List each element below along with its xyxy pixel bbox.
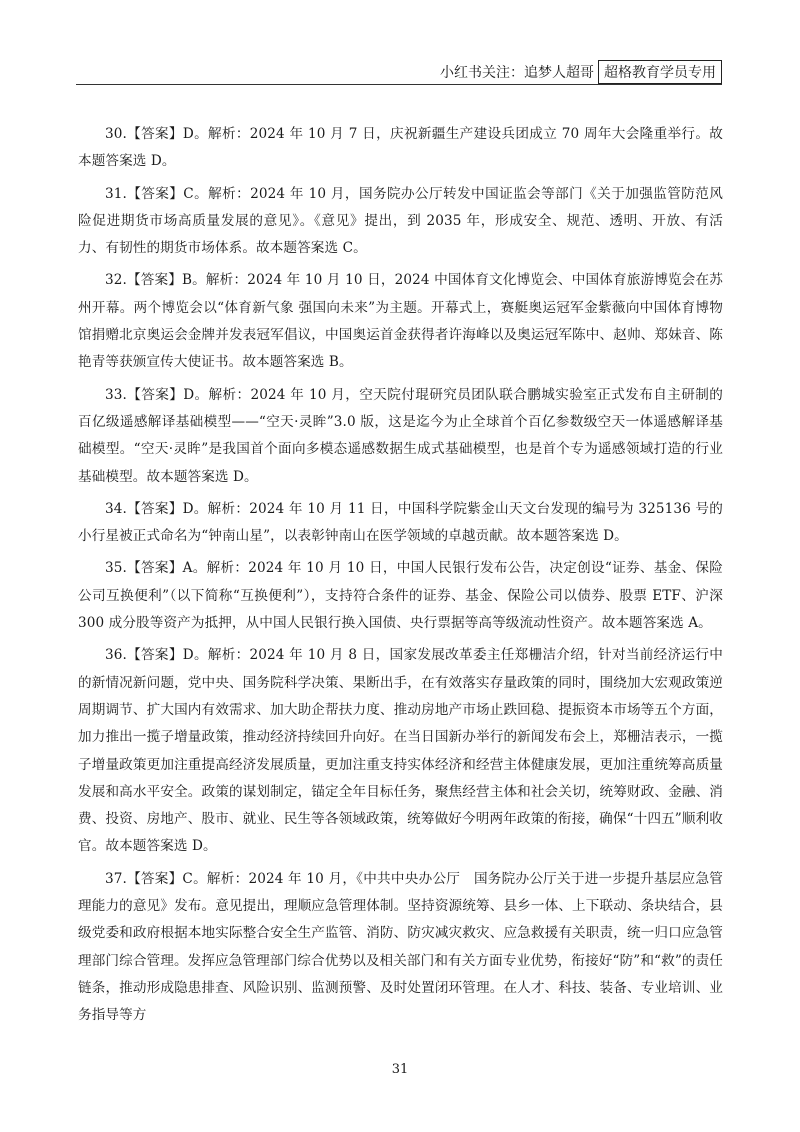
page-header [440,60,722,84]
header-follow-text: 小红书关注：追梦人超哥 [440,65,594,81]
header-label-box: 超格教育学员专用 [598,60,722,84]
answer-35: 35.【答案】A。解析：2024 年 10 月 10 日，中国人民银行发布公告，决定创设“证券、基金、保险公司互换便利”（以下简称“互换便利”），支持符合条件的证券、基金、保险公司以债券、股票 ETF、沪深 300 成分股等资产为抵押，从中国人民银行换入国债、央行票据等高等级流动性资产。故本题答案选 A。 [78,560,723,632]
page-number: 31 [391,1062,409,1077]
header-divider [76,84,722,85]
answer-34: 34.【答案】D。解析：2024 年 10 月 11 日，中国科学院紫金山天文台发现的编号为 325136 号的小行星被正式命名为“钟南山星”，以表彰钟南山在医学领域的卓越贡献。故本题答案选 D。 [78,500,723,545]
answer-37: 37.【答案】C。解析：2024 年 10 月，《中共中央办公厅 国务院办公厅关于进一步提升基层应急管理能力的意见》发布。意见提出，理顺应急管理体制。坚持资源统筹、县乡一体、上下联动、条块结合，县级党委和政府根据本地实际整合安全生产监管、消防、防灾减灾救灾、应急救援有关职责，统一归口应急管理部门综合管理。发挥应急管理部门综合优势以及相关部门和有关方面专业优势，衔接好“防”和“救”的责任链条，推动形成隐患排查、风险识别、监测预警、及时处置闭环管理。在人才、科技、装备、专业培训、业务指导等方 [78,870,723,1024]
answer-30: 30.【答案】D。解析：2024 年 10 月 7 日，庆祝新疆生产建设兵团成立 70 周年大会隆重举行。故本题答案选 D。 [78,126,723,170]
answer-32: 32.【答案】B。解析：2024 年 10 月 10 日，2024 中国体育文化博览会、中国体育旅游博览会在苏州开幕。两个博览会以“体育新气象 强国向未来”为主题。开幕式上，赛艇奥运冠军金紫薇向中国体育博物馆捐赠北京奥运会金牌并发表冠军倡议，中国奥运首金获得者许海峰以及奥运冠军陈中、赵帅、郑妹音、陈艳青等获颁宣传大使证书。故本题答案选 B。 [78,272,723,371]
answer-36: 36.【答案】D。解析：2024 年 10 月 8 日，国家发展改革委主任郑栅洁介绍，针对当前经济运行中的新情况新问题，党中央、国务院科学决策、果断出手，在有效落实存量政策的同时，围绕加大宏观政策逆周期调节、扩大国内有效需求、加大助企帮扶力度、推动房地产市场止跌回稳、提振资本市场等五个方面，加力推出一揽子增量政策，推动经济持续回升向好。在当日国新办举行的新闻发布会上，郑栅洁表示，一揽子增量政策更加注重提高经济发展质量，更加注重支持实体经济和经营主体健康发展，更加注重统筹高质量发展和高水平安全。政策的谋划制定，锚定全年目标任务，聚焦经营主体和社会关切，统筹财政、金融、消费、投资、房地产、股市、就业、民生等各领域政策，统筹做好今明两年政策的衔接，确保“十四五”顺利收官。故本题答案选 D。 [78,647,723,855]
answer-31: 31.【答案】C。解析：2024 年 10 月，国务院办公厅转发中国证监会等部门《关于加强监管防范风险促进期货市场高质量发展的意见》。《意见》提出，到 2035 年，形成安全、规范、透明、开放、有活力、有韧性的期货市场体系。故本题答案选 C。 [78,185,723,257]
answer-33: 33.【答案】D。解析：2024 年 10 月，空天院付琨研究员团队联合鹏城实验室正式发布自主研制的百亿级遥感解译基础模型——“空天·灵眸”3.0 版，这是迄今为止全球首个百亿参数级空天一体遥感解译基础模型。“空天·灵眸”是我国首个面向多模态遥感数据生成式基础模型，也是首个专为遥感领域打造的行业基础模型。故本题答案选 D。 [78,386,723,485]
answer-explanations [78,121,723,1035]
